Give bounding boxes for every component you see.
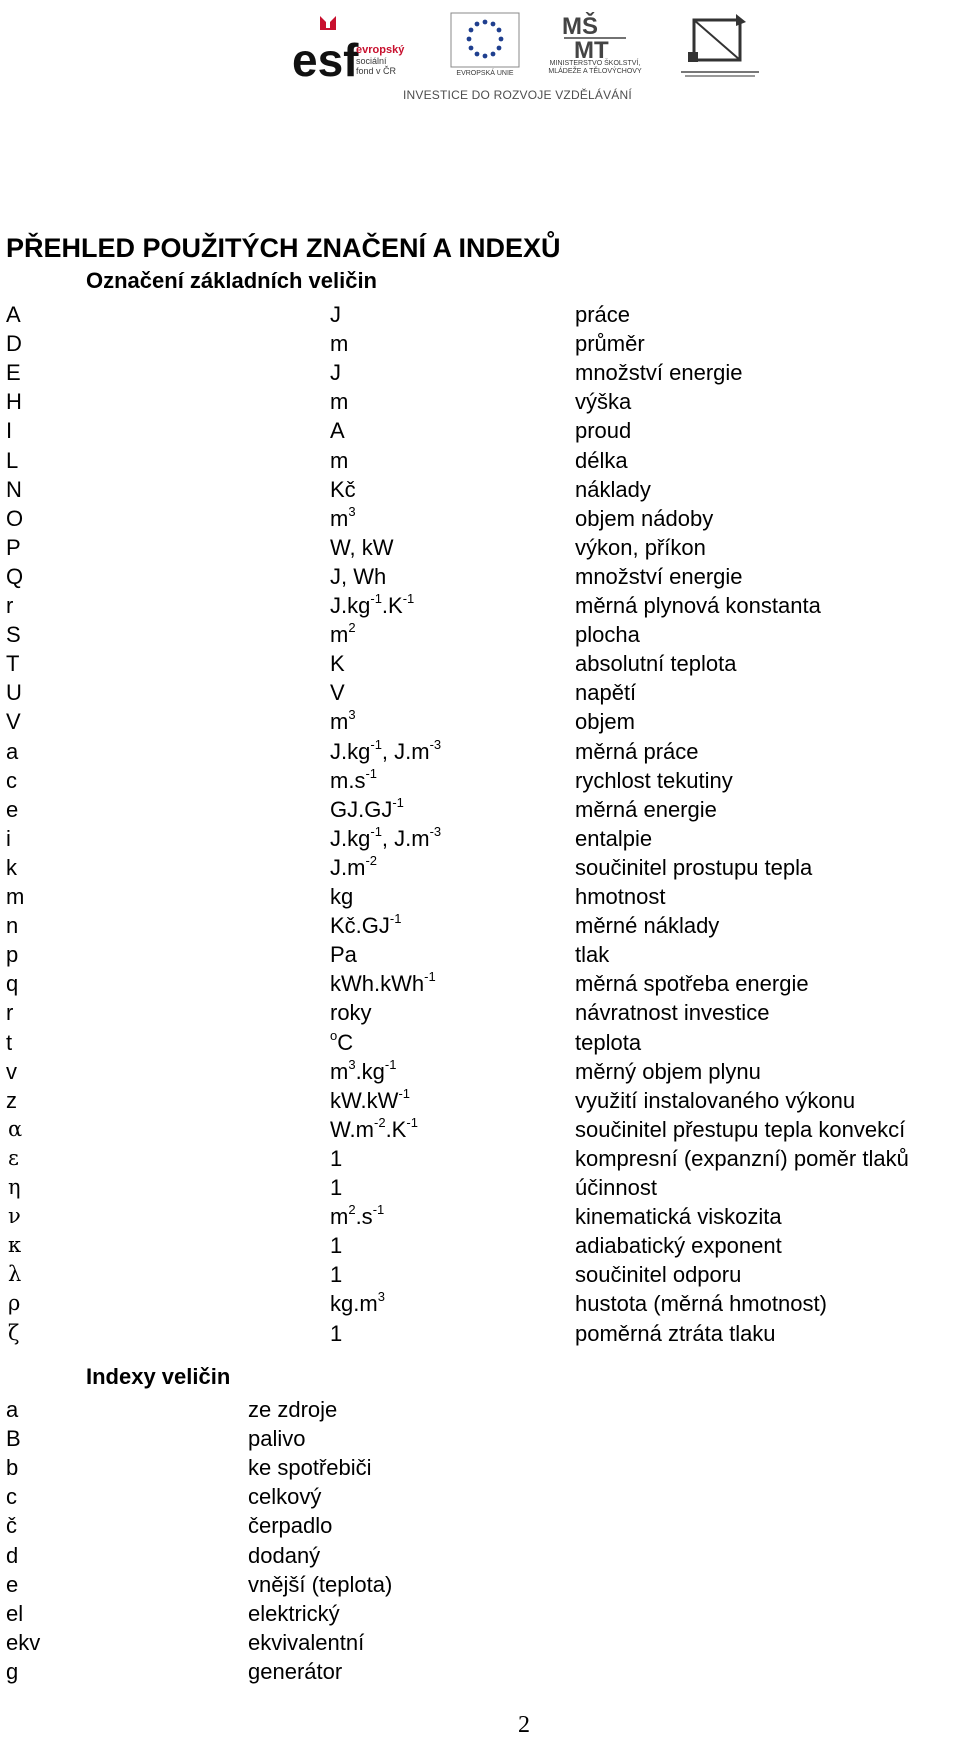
description-cell: teplota (575, 1029, 642, 1055)
unit-cell (330, 562, 386, 591)
unit-exponent: -3 (429, 736, 442, 752)
description-cell: využití instalovaného výkonu (575, 1087, 856, 1113)
unit-text: m (330, 1058, 349, 1084)
unit-exponent: -1 (402, 591, 415, 606)
index-row (0, 1511, 960, 1540)
description-cell: měrná spotřeba energie (575, 971, 809, 997)
index-symbol: č (6, 1513, 17, 1539)
symbol-row (0, 649, 960, 678)
indexes-heading: Indexy veličin (86, 1364, 231, 1389)
index-symbol: a (6, 1397, 19, 1422)
description-cell: množství energie (575, 563, 743, 589)
index-description: palivo (248, 1426, 306, 1452)
description-cell: kinematická viskozita (575, 1204, 782, 1230)
symbol-row (0, 678, 960, 707)
symbol-row (0, 853, 960, 882)
description-cell: objem nádoby (575, 505, 714, 531)
symbol-row (0, 1289, 960, 1318)
symbol-cell: i (6, 825, 11, 851)
unit-cell (330, 416, 345, 445)
symbol-cell: ε (8, 1145, 19, 1170)
unit-cell (330, 1319, 342, 1348)
unit-cell (330, 649, 345, 678)
symbol-row (0, 969, 960, 998)
symbol-cell: P (6, 534, 21, 560)
msmt-line-2: MLÁDEŽE A TĚLOVÝCHOVY (548, 68, 642, 75)
unit-text: V (330, 680, 345, 706)
unit-cell (330, 707, 356, 739)
unit-text: A (330, 418, 345, 444)
unit-text: , J.m (381, 825, 430, 851)
symbol-cell: κ (8, 1233, 22, 1258)
unit-cell (330, 795, 404, 827)
unit-text: Pa (330, 942, 357, 968)
symbol-cell: S (6, 622, 21, 648)
index-symbol: c (6, 1484, 17, 1510)
description-cell: entalpie (575, 825, 653, 851)
unit-cell (330, 504, 356, 536)
symbol-row (0, 1115, 960, 1144)
symbol-row (0, 824, 960, 853)
unit-text: m (330, 331, 349, 357)
symbol-cell: L (6, 447, 19, 473)
unit-cell (330, 1144, 342, 1173)
symbol-cell: e (6, 796, 19, 822)
description-cell: měrná energie (575, 796, 717, 822)
symbol-cell: v (6, 1058, 17, 1084)
index-row (0, 1628, 960, 1657)
index-symbol: ekv (6, 1629, 41, 1655)
symbol-cell: η (8, 1175, 21, 1199)
description-cell: návratnost investice (575, 1000, 770, 1026)
description-cell: napětí (575, 680, 637, 706)
unit-text: m (330, 389, 349, 415)
symbol-row (0, 591, 960, 620)
unit-text: 1 (330, 1175, 343, 1200)
index-row (0, 1395, 960, 1424)
symbol-cell: λ (8, 1262, 22, 1287)
unit-cell (330, 853, 377, 885)
symbol-cell: p (6, 942, 19, 968)
unit-exponent: -1 (384, 1056, 397, 1072)
index-symbol: B (6, 1426, 21, 1452)
description-cell: měrný objem plynu (575, 1058, 761, 1084)
description-cell: součinitel přestupu tepla konvekcí (575, 1116, 906, 1142)
description-cell: poměrná ztráta tlaku (575, 1320, 776, 1346)
unit-cell (330, 1202, 384, 1234)
symbol-row (0, 1057, 960, 1086)
symbol-cell: ζ (8, 1320, 20, 1345)
index-description: celkový (248, 1484, 322, 1510)
unit-exponent: 3 (348, 707, 356, 723)
symbol-cell: I (6, 418, 13, 444)
symbol-row (0, 737, 960, 766)
symbol-cell: k (6, 854, 17, 880)
unit-cell (330, 940, 357, 969)
symbol-row (0, 416, 960, 445)
unit-cell (330, 1115, 418, 1147)
symbol-row (0, 300, 960, 329)
index-row (0, 1570, 960, 1599)
symbol-row (0, 504, 960, 533)
unit-exponent: -1 (389, 911, 402, 927)
svg-text:esf: esf (292, 34, 359, 86)
symbol-cell: ρ (8, 1291, 21, 1316)
unit-exponent: -1 (370, 591, 382, 606)
unit-cell (330, 387, 348, 416)
unit-exponent: -2 (374, 1114, 386, 1130)
symbol-row (0, 940, 960, 969)
index-symbol: g (6, 1658, 19, 1684)
unit-cell (330, 446, 348, 475)
symbol-row (0, 707, 960, 736)
symbol-cell: c (6, 767, 17, 793)
unit-text: J, Wh (330, 563, 387, 589)
msmt-line-1: MINISTERSTVO ŠKOLSTVÍ, (549, 60, 641, 67)
symbol-row (0, 766, 960, 795)
unit-text: J (330, 302, 341, 327)
unit-text: m.s (330, 767, 366, 793)
description-cell: rychlost tekutiny (575, 767, 733, 793)
description-cell: práce (575, 302, 631, 327)
symbol-cell: ν (8, 1204, 21, 1229)
unit-exponent: -2 (365, 852, 378, 868)
partner-logo (670, 12, 770, 82)
unit-text: m (330, 505, 349, 531)
index-row (0, 1657, 960, 1686)
unit-cell (330, 620, 356, 652)
unit-text: Kč (330, 476, 356, 502)
logo-bar (290, 8, 770, 108)
symbol-row (0, 1260, 960, 1289)
description-cell: kompresní (expanzní) poměr tlaků (575, 1145, 909, 1171)
unit-cell (330, 737, 441, 769)
unit-text: 1 (330, 1233, 343, 1259)
symbol-row (0, 1086, 960, 1115)
unit-exponent: o (330, 1027, 338, 1043)
unit-text: J (330, 360, 341, 386)
symbol-row (0, 329, 960, 358)
svg-text:MŠ: MŠ (562, 13, 598, 40)
index-row (0, 1541, 960, 1570)
unit-exponent: -1 (424, 969, 436, 985)
esf-mark-icon (290, 14, 359, 86)
description-cell: plocha (575, 622, 640, 648)
unit-cell (330, 1057, 396, 1089)
unit-cell (330, 882, 353, 911)
unit-exponent: 3 (348, 503, 356, 519)
unit-text: 1 (330, 1145, 343, 1171)
esf-logo (290, 12, 440, 86)
symbol-cell: O (6, 505, 24, 531)
esf-line-2: sociální (356, 56, 387, 66)
description-cell: výkon, příkon (575, 534, 706, 560)
symbol-row (0, 533, 960, 562)
unit-cell (330, 1086, 410, 1118)
symbol-cell: t (6, 1029, 13, 1055)
symbol-row (0, 1028, 960, 1057)
description-cell: hustota (měrná hmotnost) (575, 1291, 827, 1317)
unit-text: m (330, 622, 349, 648)
unit-text: J.kg (330, 593, 371, 618)
eu-label: EVROPSKÁ UNIE (456, 70, 514, 77)
unit-exponent: -1 (406, 1114, 418, 1130)
unit-text: roky (330, 1000, 372, 1026)
symbol-cell: m (6, 884, 25, 909)
symbol-cell: α (8, 1116, 23, 1141)
unit-text: W.m (330, 1116, 374, 1142)
index-symbol: d (6, 1542, 19, 1568)
description-cell: objem (575, 709, 635, 735)
unit-text: kg (330, 884, 354, 909)
page-title: PŘEHLED POUŽITÝCH ZNAČENÍ A INDEXŮ (6, 233, 561, 263)
description-cell: součinitel prostupu tepla (575, 854, 813, 880)
unit-cell (330, 998, 372, 1027)
unit-exponent: -3 (429, 823, 442, 839)
index-description: vnější (teplota) (248, 1571, 393, 1597)
index-description: ze zdroje (248, 1397, 338, 1422)
unit-cell (330, 1028, 353, 1060)
unit-text: 1 (330, 1320, 343, 1346)
index-symbol: e (6, 1571, 19, 1597)
unit-text: Kč.GJ (330, 913, 390, 939)
description-cell: měrná plynová konstanta (575, 593, 821, 618)
unit-cell (330, 533, 394, 562)
unit-cell (330, 911, 401, 943)
symbols-heading: Označení základních veličin (86, 268, 377, 293)
description-cell: tlak (575, 942, 610, 968)
unit-exponent: 2 (348, 1202, 356, 1218)
index-symbol: b (6, 1455, 19, 1481)
symbol-cell: N (6, 476, 22, 502)
unit-text: .kg (355, 1058, 385, 1084)
symbol-row (0, 998, 960, 1027)
description-cell: délka (575, 447, 628, 473)
unit-cell (330, 1289, 385, 1321)
unit-text: m (330, 1204, 349, 1230)
description-cell: hmotnost (575, 884, 666, 909)
symbol-row (0, 1231, 960, 1260)
description-cell: adiabatický exponent (575, 1233, 782, 1259)
unit-cell (330, 678, 345, 707)
esf-line-3: fond v ČR (356, 66, 397, 76)
unit-cell (330, 969, 436, 1001)
symbol-cell: q (6, 971, 19, 997)
partner-mark-icon (684, 12, 756, 68)
index-description: čerpadlo (248, 1513, 333, 1539)
unit-text: GJ.GJ (330, 796, 393, 822)
symbol-row (0, 1144, 960, 1173)
index-row (0, 1453, 960, 1482)
eu-flag-icon (450, 12, 520, 68)
unit-text: .K (385, 1116, 407, 1142)
index-description: ekvivalentní (248, 1629, 365, 1655)
partner-caption (675, 68, 765, 78)
description-cell: měrné náklady (575, 913, 720, 939)
unit-text: kg.m (330, 1291, 378, 1317)
unit-cell (330, 766, 377, 798)
symbol-cell: T (6, 651, 20, 677)
symbol-cell: Q (6, 563, 24, 589)
symbol-cell: E (6, 360, 21, 386)
unit-cell (330, 1173, 342, 1202)
unit-cell (330, 475, 356, 504)
symbol-row (0, 882, 960, 911)
index-description: generátor (248, 1658, 343, 1684)
unit-exponent: 3 (377, 1289, 385, 1305)
description-cell: účinnost (575, 1175, 657, 1200)
symbol-row (0, 358, 960, 387)
symbol-cell: U (6, 680, 22, 706)
unit-cell (330, 1260, 342, 1289)
index-row (0, 1599, 960, 1628)
unit-exponent: -1 (398, 1085, 410, 1101)
unit-exponent: -1 (392, 794, 404, 810)
msmt-logo (540, 12, 650, 82)
description-cell: absolutní teplota (575, 651, 737, 677)
symbol-row (0, 446, 960, 475)
page-number: 2 (518, 1712, 530, 1738)
symbol-cell: a (6, 738, 19, 764)
svg-text:MT: MT (574, 37, 609, 64)
unit-exponent: -1 (370, 823, 382, 839)
unit-text: kWh.kWh (330, 971, 425, 997)
unit-exponent: -1 (370, 736, 382, 752)
unit-text: J.m (330, 854, 366, 880)
index-description: ke spotřebiči (248, 1455, 372, 1481)
unit-text: m (330, 447, 349, 473)
index-description: elektrický (248, 1600, 340, 1626)
symbol-row (0, 387, 960, 416)
description-cell: měrná práce (575, 738, 699, 764)
symbol-cell: n (6, 913, 19, 939)
esf-line-1: evropský (356, 44, 405, 56)
symbol-cell: r (6, 593, 14, 618)
symbol-cell: z (6, 1087, 17, 1113)
unit-exponent: -1 (372, 1202, 385, 1218)
unit-cell (330, 824, 441, 856)
symbol-cell: A (6, 302, 21, 327)
description-cell: proud (575, 418, 632, 444)
unit-cell (330, 591, 414, 623)
investment-tagline: INVESTICE DO ROZVOJE VZDĚLÁVÁNÍ (403, 88, 632, 102)
unit-cell (330, 1231, 342, 1260)
symbol-row (0, 475, 960, 504)
symbol-row (0, 1202, 960, 1231)
unit-exponent: 3 (348, 1056, 356, 1072)
msmt-mark-icon (560, 12, 630, 64)
symbol-row (0, 1173, 960, 1202)
symbol-row (0, 620, 960, 649)
description-cell: náklady (575, 476, 651, 502)
unit-exponent: -1 (365, 765, 378, 781)
unit-text: .K (381, 593, 403, 618)
unit-cell (330, 358, 341, 387)
unit-text: kW.kW (330, 1087, 399, 1113)
symbol-cell: r (6, 1000, 14, 1026)
index-row (0, 1424, 960, 1453)
unit-text: J.kg (330, 738, 371, 764)
index-symbol: el (6, 1600, 24, 1626)
unit-cell (330, 300, 341, 329)
unit-text: K (330, 651, 345, 677)
symbol-row (0, 562, 960, 591)
index-description: dodaný (248, 1542, 321, 1568)
unit-text: , J.m (381, 738, 430, 764)
eu-logo (440, 12, 530, 82)
unit-text: W, kW (330, 534, 394, 560)
symbol-row (0, 795, 960, 824)
description-cell: součinitel odporu (575, 1262, 742, 1288)
symbol-row (0, 1319, 960, 1348)
unit-text: 1 (330, 1262, 343, 1288)
description-cell: průměr (575, 331, 645, 357)
symbol-row (0, 911, 960, 940)
symbol-cell: H (6, 389, 22, 415)
symbol-cell: V (6, 709, 21, 735)
unit-text: .s (355, 1204, 373, 1230)
index-row (0, 1482, 960, 1511)
unit-exponent: 2 (348, 620, 356, 636)
unit-text: m (330, 709, 349, 735)
unit-text: J.kg (330, 825, 371, 851)
description-cell: množství energie (575, 360, 743, 386)
unit-text: C (337, 1029, 354, 1055)
description-cell: výška (575, 389, 632, 415)
unit-cell (330, 329, 348, 358)
symbol-cell: D (6, 331, 22, 357)
